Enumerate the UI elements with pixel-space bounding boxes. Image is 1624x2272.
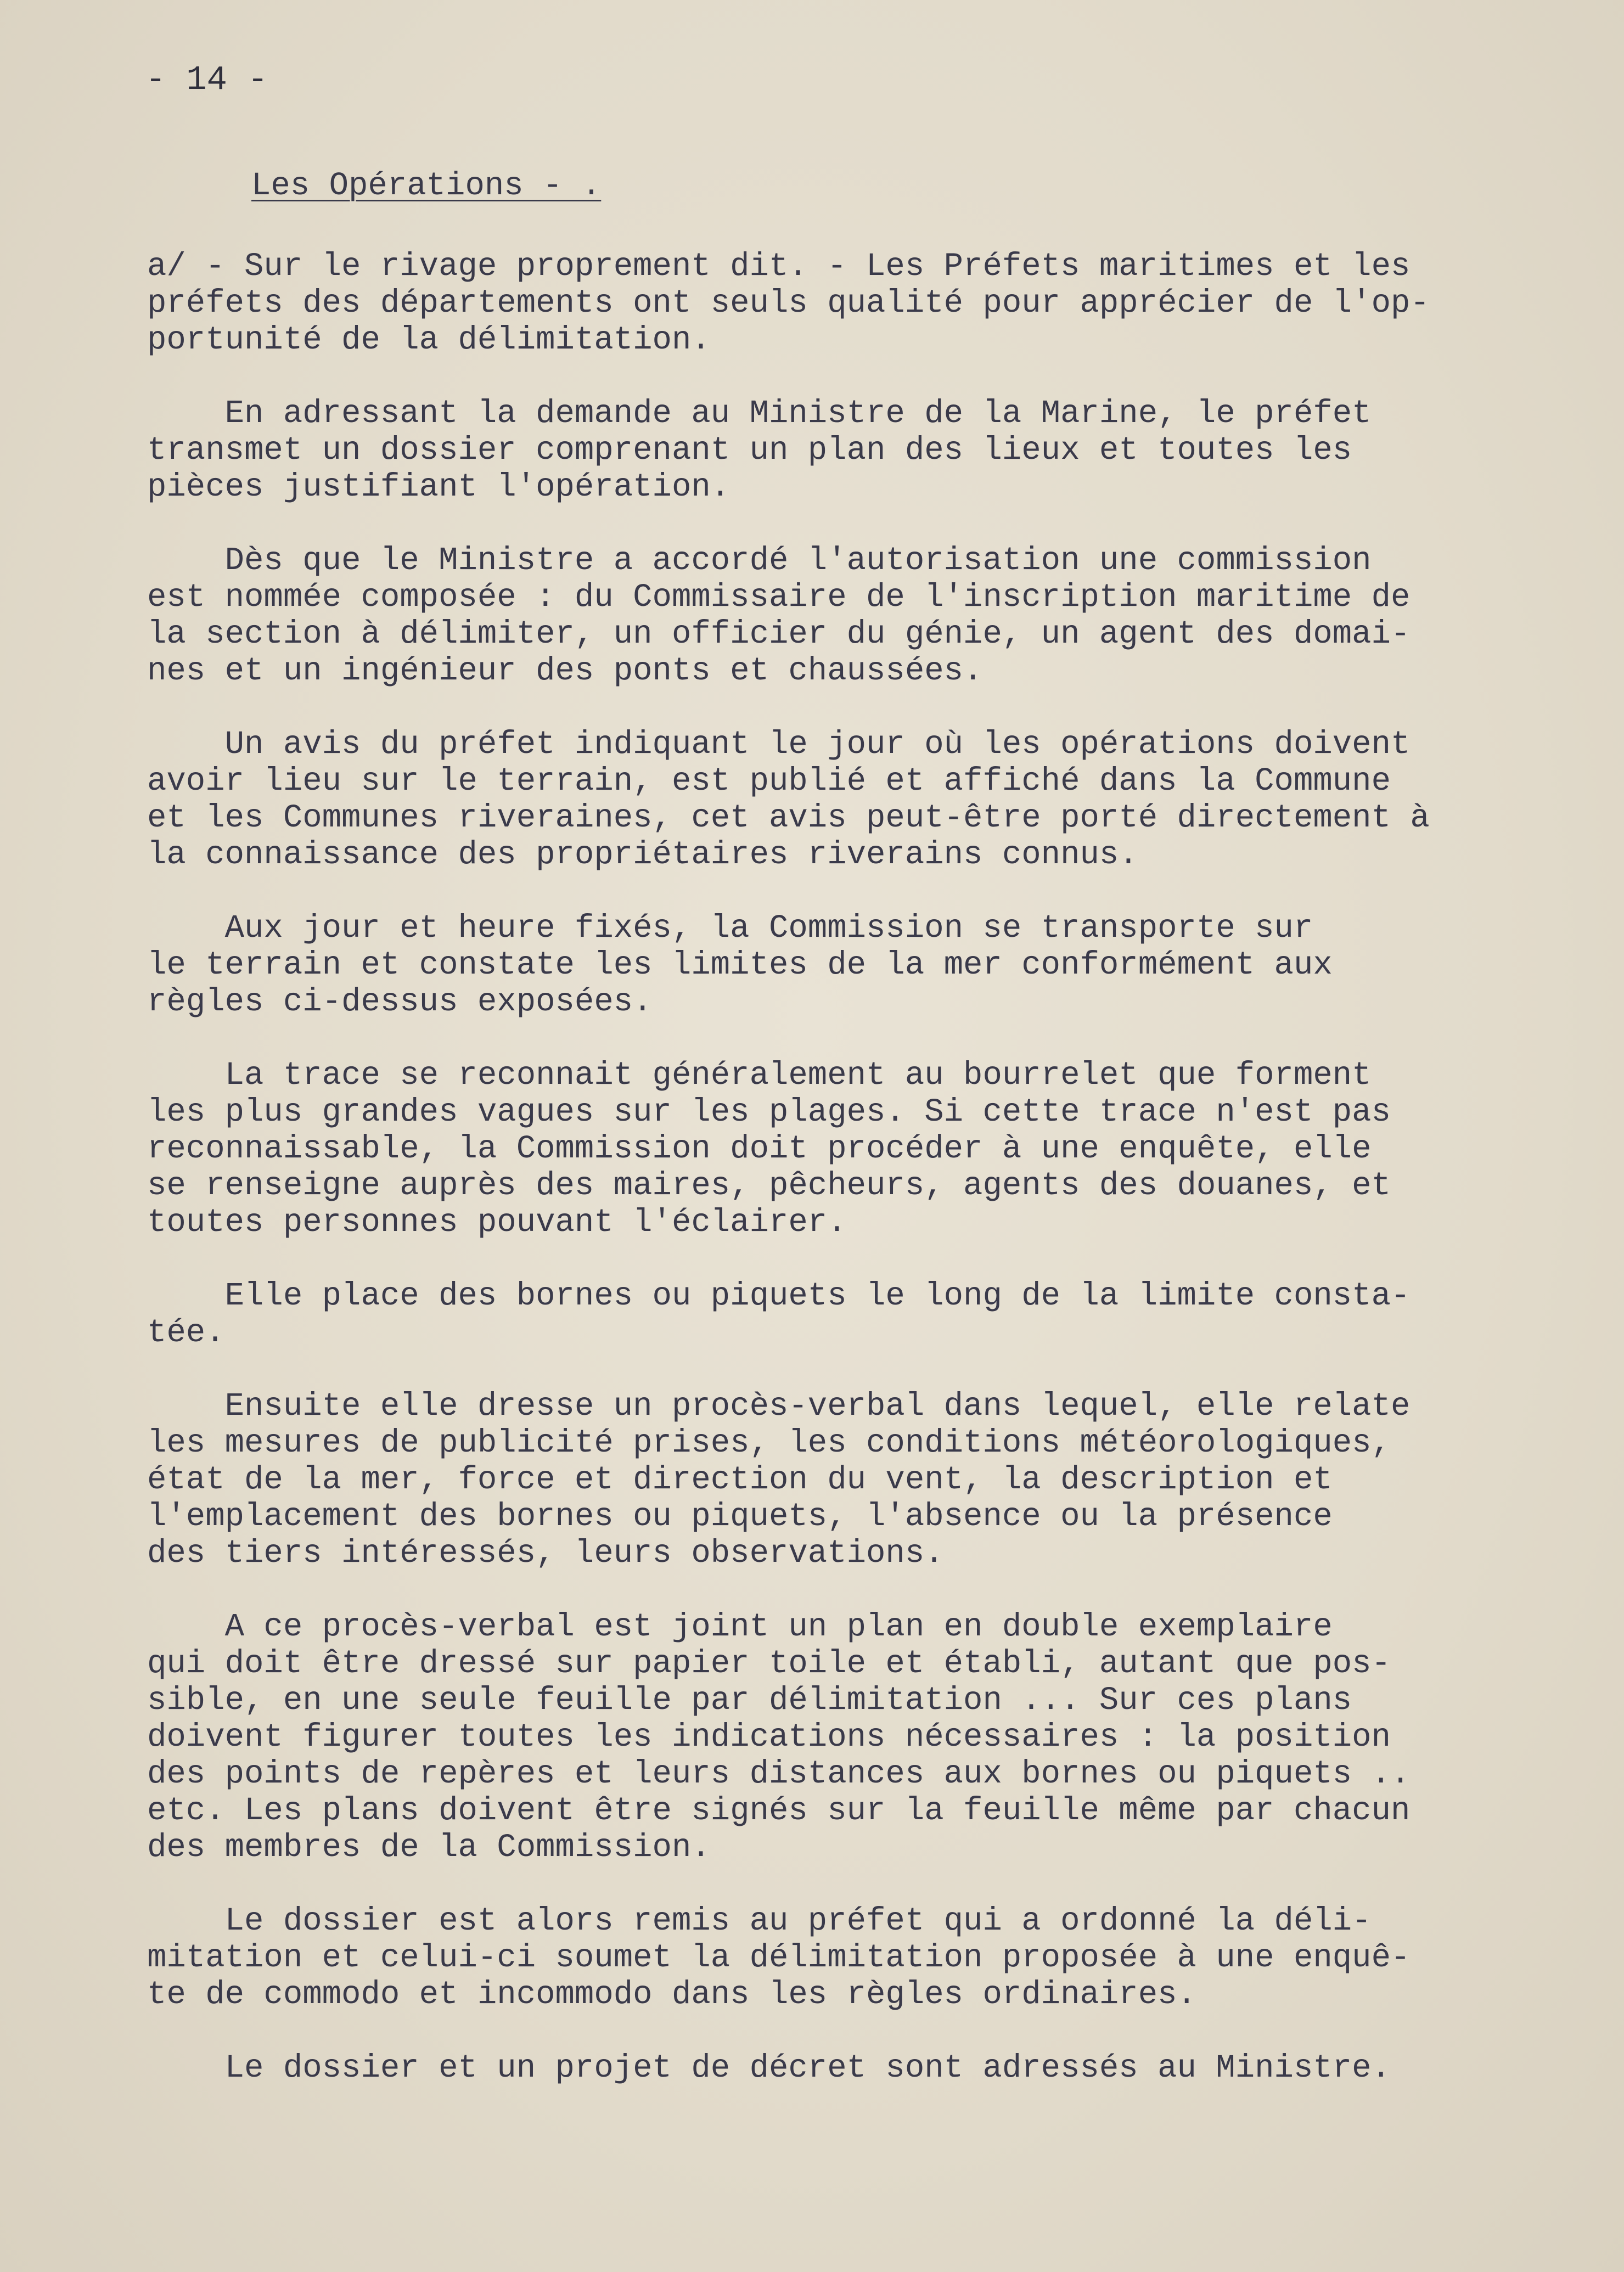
text-line: transmet un dossier comprenant un plan des lieux et toutes les: [147, 432, 1352, 469]
section-heading: Les Opérations - .: [251, 167, 602, 204]
text-line: préfets des départements ont seuls qualité pour apprécier de l'op-: [147, 285, 1430, 322]
text-line: et les Communes riveraines, cet avis peut-être porté directement à: [147, 800, 1430, 836]
text-line: se renseigne auprès des maires, pêcheurs, agents des douanes, et: [147, 1167, 1391, 1204]
page-number: - 14 -: [145, 60, 268, 99]
text-line: portunité de la délimitation.: [147, 322, 711, 358]
paragraph-commission-nommee: [147, 542, 1596, 689]
text-line: Ensuite elle dresse un procès-verbal dans lequel, elle relate: [147, 1388, 1411, 1425]
text-line: etc. Les plans doivent être signés sur la feuille même par chacun: [147, 1792, 1411, 1829]
paragraph-dossier-remis: [147, 1903, 1596, 2013]
document-body: [147, 167, 1596, 2123]
text-line: les mesures de publicité prises, les conditions météorologiques,: [147, 1425, 1391, 1461]
paragraph-bornes: [147, 1278, 1596, 1351]
text-line: doivent figurer toutes les indications nécessaires : la position: [147, 1719, 1391, 1756]
text-line: des points de repères et leurs distances aux bornes ou piquets ..: [147, 1756, 1411, 1792]
text-line: règles ci-dessus exposées.: [147, 983, 653, 1020]
text-line: le terrain et constate les limites de la mer conformément aux: [147, 947, 1333, 983]
paragraph-plan-double: [147, 1609, 1596, 1866]
paragraph-list: [147, 248, 1596, 2087]
text-line: Le dossier et un projet de décret sont adressés au Ministre.: [147, 2050, 1391, 2087]
paragraph-jour-et-heure: [147, 910, 1596, 1020]
text-line: En adressant la demande au Ministre de la Marine, le préfet: [147, 395, 1372, 432]
text-line: toutes personnes pouvant l'éclairer.: [147, 1204, 847, 1241]
paragraph-sur-le-rivage: [147, 248, 1596, 358]
text-line: reconnaissable, la Commission doit procéder à une enquête, elle: [147, 1131, 1372, 1167]
text-line: tée.: [147, 1314, 225, 1351]
text-line: des membres de la Commission.: [147, 1829, 711, 1866]
paragraph-proces-verbal: [147, 1388, 1596, 1572]
text-line: des tiers intéressés, leurs observations.: [147, 1535, 944, 1572]
paragraph-projet-decret: [147, 2050, 1596, 2087]
text-line: La trace se reconnait généralement au bourrelet que forment: [147, 1057, 1372, 1094]
text-line: a/ - Sur le rivage proprement dit. - Les Préfets maritimes et les: [147, 248, 1411, 285]
text-line: Elle place des bornes ou piquets le long de la limite consta-: [147, 1278, 1411, 1314]
text-line: Un avis du préfet indiquant le jour où les opérations doivent: [147, 726, 1411, 763]
text-line: Dès que le Ministre a accordé l'autorisation une commission: [147, 542, 1372, 579]
text-line: qui doit être dressé sur papier toile et établi, autant que pos-: [147, 1645, 1391, 1682]
text-line: te de commodo et incommodo dans les règles ordinaires.: [147, 1976, 1196, 2013]
text-line: A ce procès-verbal est joint un plan en double exemplaire: [147, 1609, 1333, 1645]
text-line: Aux jour et heure fixés, la Commission se transporte sur: [147, 910, 1313, 947]
text-line: avoir lieu sur le terrain, est publié et affiché dans la Commune: [147, 763, 1391, 800]
paragraph-avis-prefet: [147, 726, 1596, 873]
text-line: mitation et celui-ci soumet la délimitation proposée à une enquê-: [147, 1939, 1411, 1976]
text-line: sible, en une seule feuille par délimitation ... Sur ces plans: [147, 1682, 1352, 1719]
text-line: les plus grandes vagues sur les plages. Si cette trace n'est pas: [147, 1094, 1391, 1131]
text-line: Le dossier est alors remis au préfet qui a ordonné la déli-: [147, 1903, 1372, 1939]
text-line: la section à délimiter, un officier du génie, un agent des domai-: [147, 616, 1411, 653]
text-line: la connaissance des propriétaires riverains connus.: [147, 836, 1138, 873]
text-line: état de la mer, force et direction du vent, la description et: [147, 1461, 1333, 1498]
paragraph-demande-ministre: [147, 395, 1596, 505]
text-line: nes et un ingénieur des ponts et chaussées.: [147, 653, 983, 689]
text-line: est nommée composée : du Commissaire de l'inscription maritime de: [147, 579, 1411, 616]
text-line: l'emplacement des bornes ou piquets, l'absence ou la présence: [147, 1498, 1333, 1535]
paragraph-la-trace: [147, 1057, 1596, 1241]
text-line: pièces justifiant l'opération.: [147, 469, 730, 505]
